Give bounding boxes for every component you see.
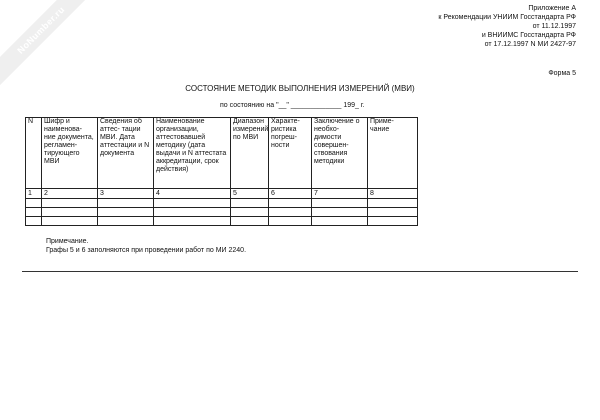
column-header: Приме- чание <box>368 118 418 189</box>
table-cell <box>312 217 368 226</box>
table-row <box>26 208 418 217</box>
methods-table <box>25 117 418 226</box>
table-cell <box>42 199 98 208</box>
table-cell <box>26 199 42 208</box>
note-block <box>46 237 246 255</box>
table-cell <box>368 208 418 217</box>
appendix-line: от 17.12.1997 N МИ 2427-97 <box>484 41 576 49</box>
watermark-text: NoNumber.ru <box>15 4 67 56</box>
column-number: 4 <box>154 189 231 199</box>
table-cell <box>312 208 368 217</box>
column-number: 1 <box>26 189 42 199</box>
table-cell <box>368 199 418 208</box>
appendix-block <box>326 4 576 49</box>
table-cell <box>269 199 312 208</box>
form-number: Форма 5 <box>548 70 576 77</box>
date-line: по состоянию на "__" _____________ 199_ г. <box>220 102 365 109</box>
table-cell <box>231 199 269 208</box>
table-cell <box>269 217 312 226</box>
table-header-row <box>26 118 418 189</box>
column-number: 3 <box>98 189 154 199</box>
table-cell <box>231 217 269 226</box>
column-number: 6 <box>269 189 312 199</box>
column-header: Характе- ристика погреш- ности <box>269 118 312 189</box>
table-cell <box>98 217 154 226</box>
appendix-line: к Рекомендации УНИИМ Госстандарта РФ <box>438 14 576 22</box>
column-header: Диапазон измерений по МВИ <box>231 118 269 189</box>
table-cell <box>368 217 418 226</box>
column-header: Наименование организации, аттестовавшей методику (дата выдачи и N аттестата аккредитации, срок действия) <box>154 118 231 189</box>
note-text: Графы 5 и 6 заполняются при проведении работ по МИ 2240. <box>46 247 247 255</box>
appendix-line: Приложение А <box>528 5 576 12</box>
page-divider <box>22 271 578 272</box>
column-number-row <box>26 189 418 199</box>
table-row <box>26 217 418 226</box>
column-number: 2 <box>42 189 98 199</box>
appendix-line: от 11.12.1997 <box>532 23 576 31</box>
table-cell <box>154 208 231 217</box>
table-cell <box>312 199 368 208</box>
column-header: Заключение о необхо- димости совершен- ствования методики <box>312 118 368 189</box>
table-cell <box>231 208 269 217</box>
document-title: СОСТОЯНИЕ МЕТОДИК ВЫПОЛНЕНИЯ ИЗМЕРЕНИЙ (МВИ) <box>185 84 415 93</box>
table-cell <box>42 217 98 226</box>
column-header: Сведения об аттес- тации МВИ. Дата аттестации и N документа <box>98 118 154 189</box>
column-header: N <box>26 118 42 189</box>
table-row <box>26 199 418 208</box>
table-cell <box>154 217 231 226</box>
column-number: 8 <box>368 189 418 199</box>
watermark-ribbon <box>0 0 101 90</box>
table-cell <box>98 208 154 217</box>
table-cell <box>154 199 231 208</box>
table-cell <box>269 208 312 217</box>
column-number: 5 <box>231 189 269 199</box>
appendix-line: и ВНИИМС Госстандарта РФ <box>481 32 576 40</box>
table-cell <box>26 208 42 217</box>
table-cell <box>98 199 154 208</box>
table-cell <box>42 208 98 217</box>
note-label: Примечание. <box>46 238 89 245</box>
column-header: Шифр и наименова- ние документа, регламен- тирующего МВИ <box>42 118 98 189</box>
table-cell <box>26 217 42 226</box>
column-number: 7 <box>312 189 368 199</box>
